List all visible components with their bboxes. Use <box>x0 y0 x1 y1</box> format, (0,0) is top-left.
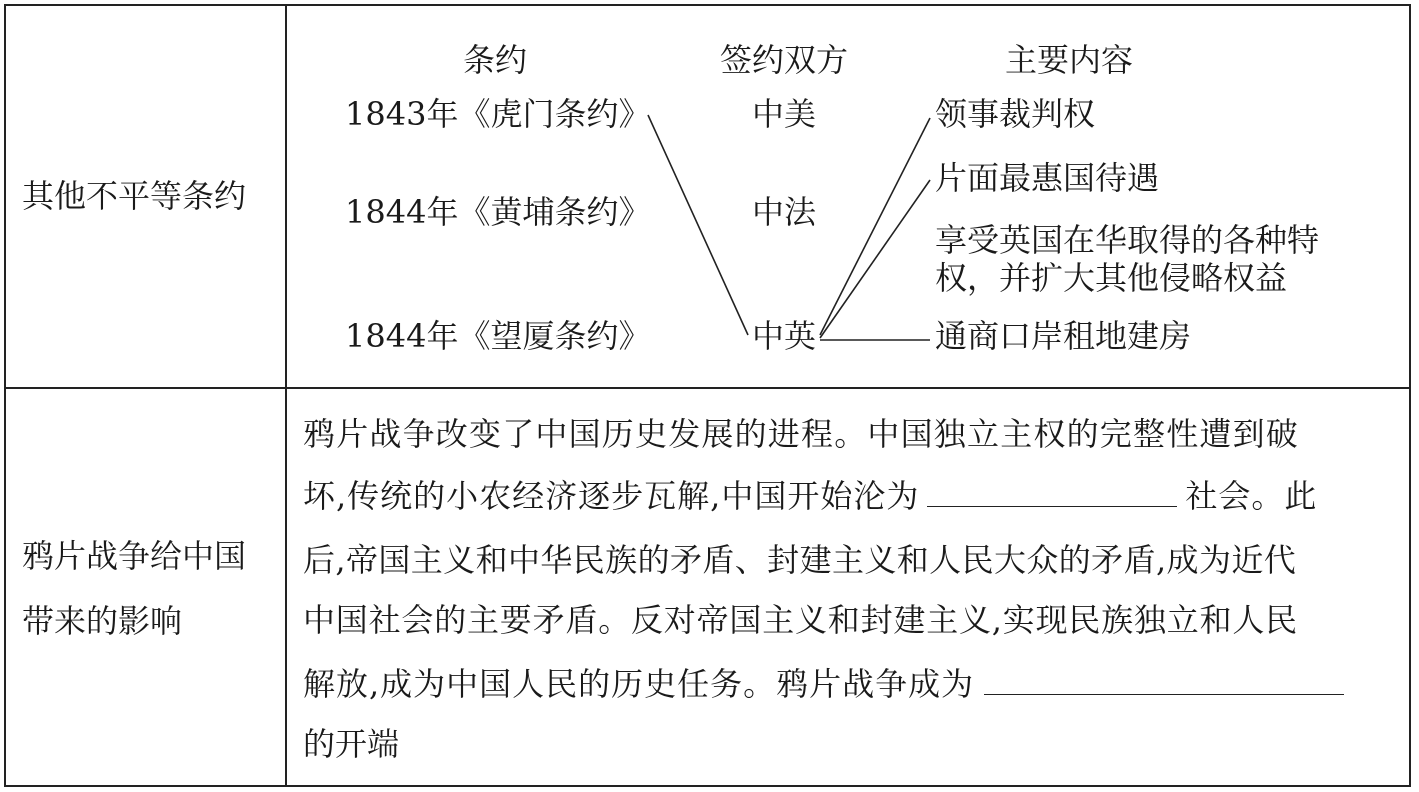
para-line-1: 鸦片战争改变了中国历史发展的进程。中国独立主权的完整性遭到破 <box>303 415 1300 453</box>
party-us: 中美 <box>752 95 817 133</box>
line-britain-to-mfn <box>820 180 930 338</box>
row2-label-line1: 鸦片战争给中国 <box>22 537 247 575</box>
content-land-lease: 通商口岸租地建房 <box>935 317 1192 355</box>
para-line-2-text: 坏,传统的小农经济逐步瓦解,中国开始沦为 <box>303 477 920 515</box>
header-treaty: 条约 <box>463 41 528 79</box>
content-most-favored-nation: 片面最惠国待遇 <box>935 159 1160 197</box>
line-britain-to-consular <box>820 118 930 335</box>
para-line-2 <box>303 476 1317 516</box>
treaty-wangxia: 1844年《望厦条约》 <box>345 317 651 355</box>
treaty-huangpu: 1844年《黄埔条约》 <box>345 193 651 231</box>
answer-blank-1[interactable] <box>927 476 1177 507</box>
content-consular-jurisdiction: 领事裁判权 <box>935 95 1096 133</box>
para-line-2-tail: 社会。此 <box>1185 477 1318 515</box>
para-line-3: 后,帝国主义和中华民族的矛盾、封建主义和人民大众的矛盾,成为近代 <box>303 541 1297 579</box>
row1-label: 其他不平等条约 <box>22 177 247 215</box>
para-line-4: 中国社会的主要矛盾。反对帝国主义和封建主义,实现民族独立和人民 <box>303 601 1298 639</box>
answer-blank-2[interactable] <box>984 664 1344 695</box>
para-line-5-text: 解放,成为中国人民的历史任务。鸦片战争成为 <box>303 665 975 703</box>
header-content: 主要内容 <box>1005 41 1134 79</box>
header-parties: 签约双方 <box>720 41 849 79</box>
line-humen-to-britain <box>648 115 748 335</box>
para-line-6: 的开端 <box>303 725 400 763</box>
content-british-privileges-line1: 享受英国在华取得的各种特 <box>935 221 1320 259</box>
treaty-humen: 1843年《虎门条约》 <box>345 95 651 133</box>
row2-label-line2: 带来的影响 <box>22 602 183 640</box>
party-britain: 中英 <box>752 317 817 355</box>
party-france: 中法 <box>752 193 817 231</box>
para-line-5 <box>303 664 1344 704</box>
content-british-privileges-line2: 权，并扩大其他侵略权益 <box>935 259 1288 297</box>
